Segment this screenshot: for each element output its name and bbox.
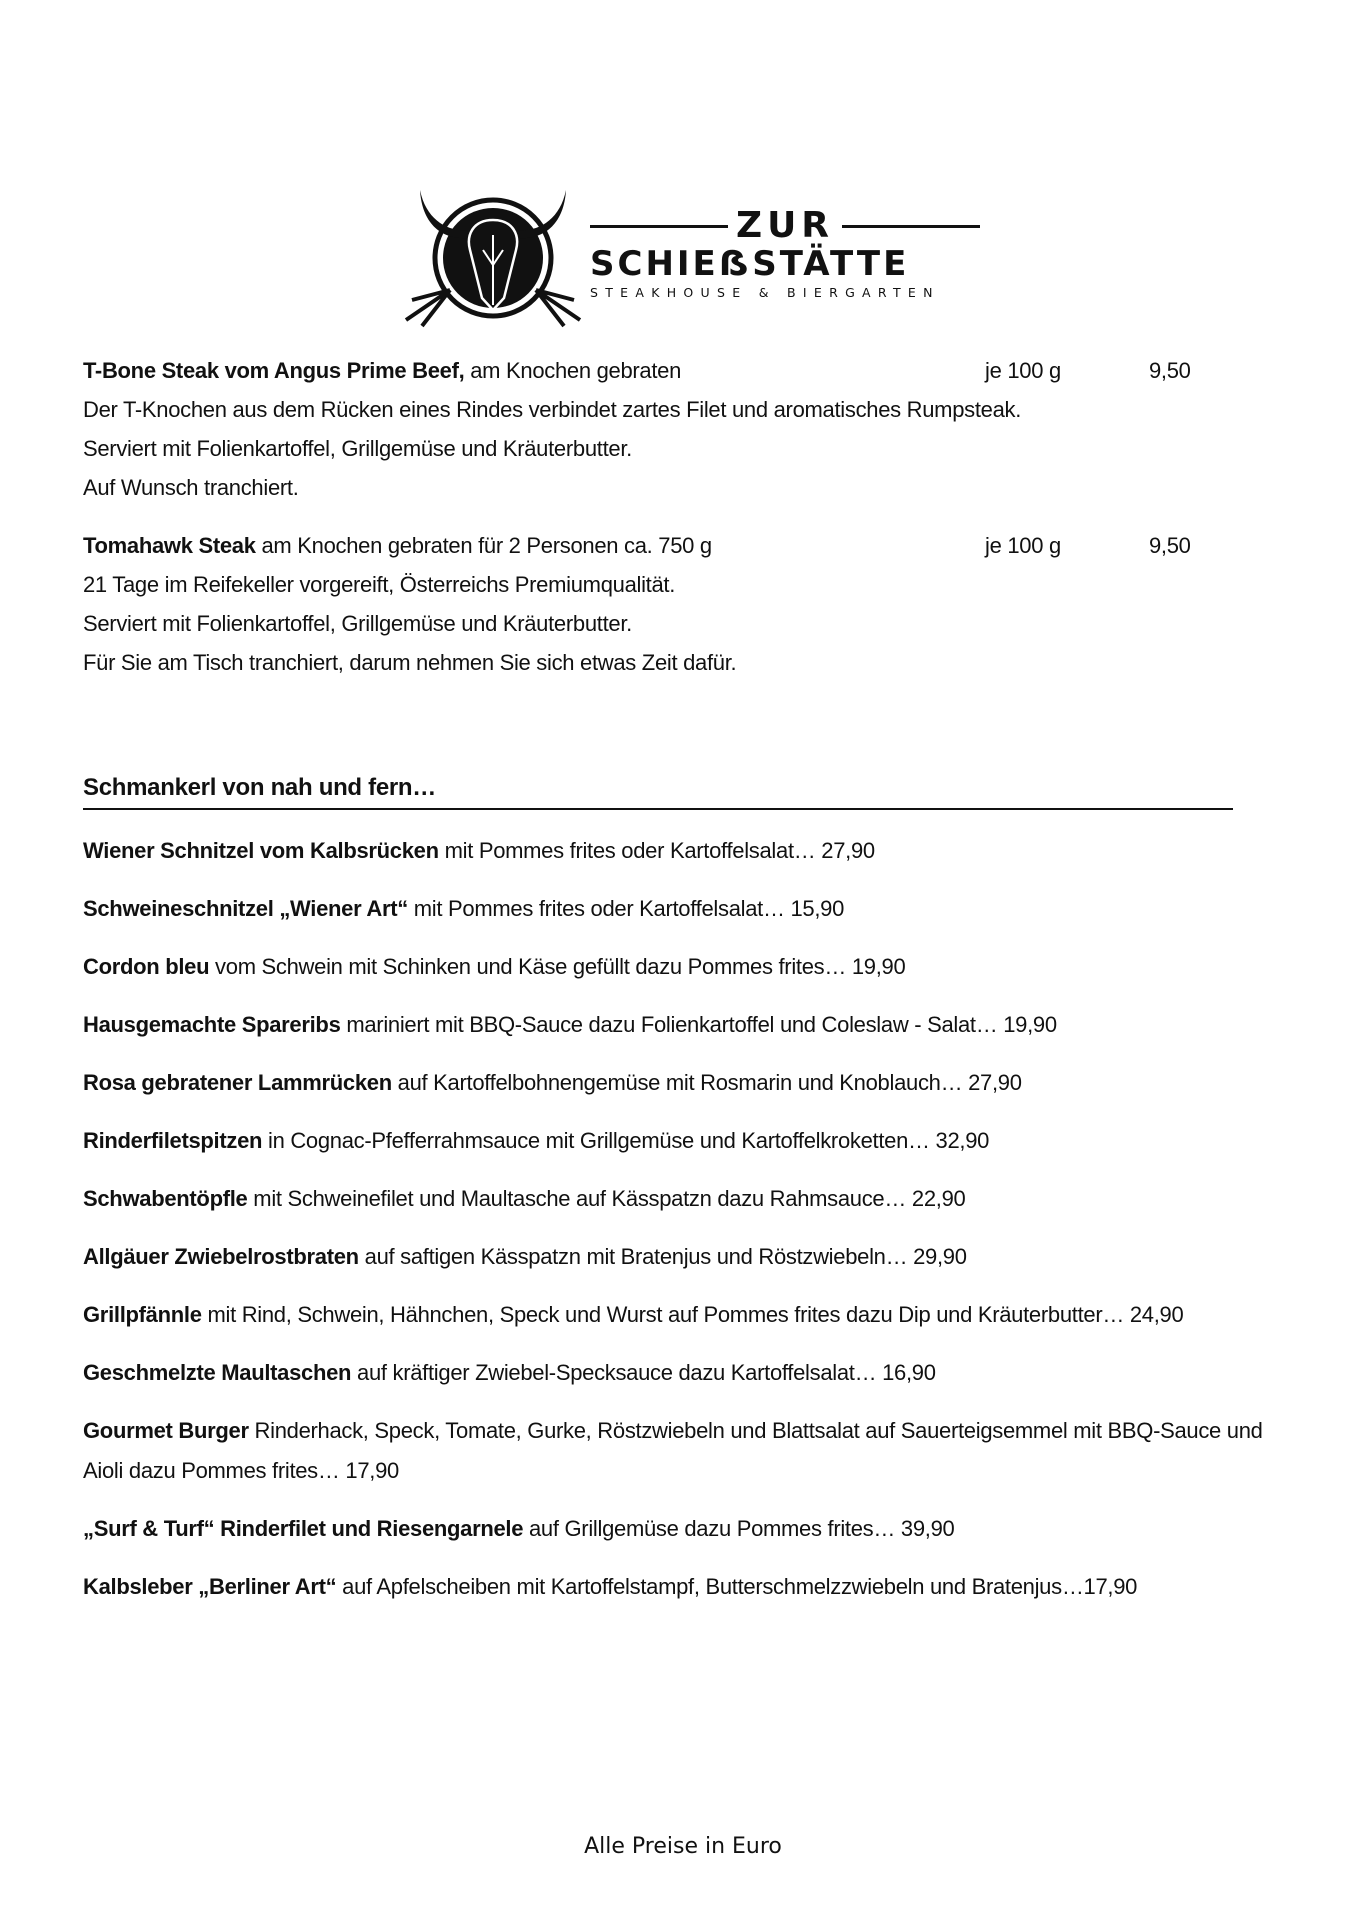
menu-item-name: Gourmet Burger — [83, 1418, 249, 1443]
footer-note: Alle Preise in Euro — [584, 1834, 782, 1859]
menu-item-name: Schweineschnitzel „Wiener Art“ — [83, 896, 408, 921]
section-title: Schmankerl von nah und fern… — [83, 768, 1233, 810]
menu-item-name: Rosa gebratener Lammrücken — [83, 1070, 392, 1095]
menu-item-description: Rinderhack, Speck, Tomate, Gurke, Röstzwiebeln und Blattsalat auf Sauerteigsemmel mit BBQ-Sauce und Aioli dazu Pommes frites… 17,90 — [83, 1418, 1263, 1483]
menu-item-description: auf Grillgemüse dazu Pommes frites… 39,90 — [523, 1516, 955, 1541]
menu-item-name: Schwabentöpfle — [83, 1186, 248, 1211]
menu-item-description: auf kräftiger Zwiebel-Specksauce dazu Kartoffelsalat… 16,90 — [351, 1360, 936, 1385]
menu-item-name: Grillpfännle — [83, 1302, 202, 1327]
menu-item-name: Cordon bleu — [83, 954, 210, 979]
logo-rule — [842, 225, 980, 228]
steak-detail-line: Auf Wunsch tranchiert. — [83, 475, 299, 500]
bull-skull-icon — [398, 190, 588, 328]
steak-price: 9,50 — [1149, 533, 1191, 558]
menu-item — [83, 1411, 1283, 1491]
steak-item — [83, 526, 1283, 682]
menu-item-description: auf Apfelscheiben mit Kartoffelstampf, Butterschmelzzwiebeln und Bratenjus…17,90 — [336, 1574, 1138, 1599]
menu-item-description: auf Kartoffelbohnengemüse mit Rosmarin und Knoblauch… 27,90 — [391, 1070, 1022, 1095]
steak-price: 9,50 — [1149, 358, 1191, 383]
steak-description: am Knochen gebraten — [464, 358, 682, 383]
menu-item-name: „Surf & Turf“ Rinderfilet und Riesengarnele — [83, 1516, 524, 1541]
steak-title-line — [83, 351, 1283, 390]
menu-item-name: Rinderfiletspitzen — [83, 1128, 263, 1153]
steak-detail-line: Serviert mit Folienkartoffel, Grillgemüse und Kräuterbutter. — [83, 611, 632, 636]
steak-title-line — [83, 526, 1283, 565]
steak-unit: je 100 g — [985, 533, 1061, 558]
menu-item-description: auf saftigen Kässpatzn mit Bratenjus und Röstzwiebeln… 29,90 — [358, 1244, 967, 1269]
logo-rule — [590, 225, 728, 228]
menu-item — [83, 1567, 1283, 1607]
menu-item — [83, 1179, 1283, 1219]
menu-item — [83, 1237, 1283, 1277]
restaurant-logo — [398, 190, 988, 328]
steak-detail-line: 21 Tage im Reifekeller vorgereift, Österreichs Premiumqualität. — [83, 572, 676, 597]
steak-name: Tomahawk Steak — [83, 533, 256, 558]
menu-item — [83, 1063, 1283, 1103]
menu-item — [83, 1005, 1283, 1045]
menu-item-description: mit Schweinefilet und Maultasche auf Kässpatzn dazu Rahmsauce… 22,90 — [247, 1186, 966, 1211]
steak-detail-line: Der T-Knochen aus dem Rücken eines Rindes verbindet zartes Filet und aromatisches Rumpsteak. — [83, 397, 1022, 422]
steak-item — [83, 351, 1283, 507]
steak-list — [83, 351, 1283, 701]
menu-item-name: Geschmelzte Maultaschen — [83, 1360, 352, 1385]
logo-name: SCHIEẞSTÄTTE — [590, 244, 910, 284]
menu-item — [83, 1509, 1283, 1549]
menu-item — [83, 1121, 1283, 1161]
menu-item-description: mariniert mit BBQ-Sauce dazu Folienkartoffel und Coleslaw - Salat… 19,90 — [340, 1012, 1057, 1037]
steak-detail-line: Serviert mit Folienkartoffel, Grillgemüse und Kräuterbutter. — [83, 436, 632, 461]
menu-item — [83, 889, 1283, 929]
steak-description: am Knochen gebraten für 2 Personen ca. 750 g — [255, 533, 712, 558]
menu-item — [83, 1295, 1283, 1335]
menu-item — [83, 1353, 1283, 1393]
menu-item — [83, 831, 1283, 871]
menu-item-name: Hausgemachte Spareribs — [83, 1012, 341, 1037]
steak-name: T-Bone Steak vom Angus Prime Beef, — [83, 358, 465, 383]
menu-item-description: mit Pommes frites oder Kartoffelsalat… 27,90 — [438, 838, 875, 863]
steak-detail-line: Für Sie am Tisch tranchiert, darum nehmen Sie sich etwas Zeit dafür. — [83, 650, 737, 675]
logo-wordmark — [590, 205, 980, 302]
menu-item-name: Wiener Schnitzel vom Kalbsrücken — [83, 838, 439, 863]
menu-item-description: mit Pommes frites oder Kartoffelsalat… 15,90 — [407, 896, 845, 921]
menu-item-description: mit Rind, Schwein, Hähnchen, Speck und Wurst auf Pommes frites dazu Dip und Kräuterbutter… 24,90 — [201, 1302, 1184, 1327]
menu-item — [83, 947, 1283, 987]
menu-item-description: vom Schwein mit Schinken und Käse gefüllt dazu Pommes frites… 19,90 — [209, 954, 906, 979]
logo-zur: ZUR — [735, 205, 835, 246]
menu-item-name: Allgäuer Zwiebelrostbraten — [83, 1244, 359, 1269]
menu-list — [83, 831, 1283, 1625]
logo-subtitle: STEAKHOUSE & BIERGARTEN — [590, 285, 940, 300]
menu-item-description: in Cognac-Pfefferrahmsauce mit Grillgemüse und Kartoffelkroketten… 32,90 — [262, 1128, 990, 1153]
steak-unit: je 100 g — [985, 358, 1061, 383]
menu-item-name: Kalbsleber „Berliner Art“ — [83, 1574, 337, 1599]
